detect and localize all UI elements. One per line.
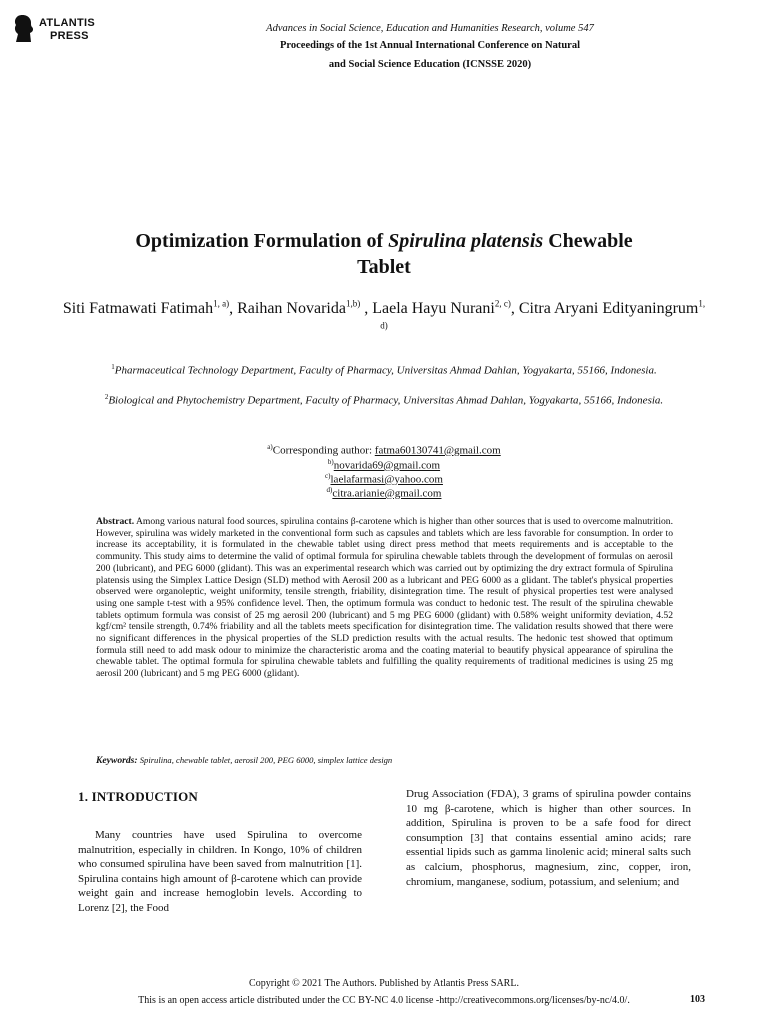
title-part-1: Optimization Formulation of bbox=[135, 230, 389, 252]
author-name: Siti Fatmawati Fatimah bbox=[62, 300, 214, 317]
logo-text-press: PRESS bbox=[50, 30, 89, 42]
page-number: 103 bbox=[690, 994, 705, 1005]
footer-copyright: Copyright © 2021 The Authors. Published by Atlantis Press SARL. bbox=[249, 978, 519, 989]
keywords-label: Keywords: bbox=[96, 755, 138, 766]
author-email-d bbox=[60, 483, 708, 501]
intro-left-column: Many countries have used Spirulina to overcome malnutrition, especially in children. In Kongo, 10% of children who consumed spirulina have been saved from malnutrition [1]. Spirulina contains high amount of β-carotene which can provide weight gain and increase hemoglobin levels. According to Lorenz [2], the Food bbox=[78, 829, 362, 914]
affiliation-marker: 1 bbox=[111, 363, 115, 371]
email-link[interactable]: fatma60130741@gmail.com bbox=[374, 444, 501, 457]
title-line-2: Tablet bbox=[357, 256, 411, 278]
abstract bbox=[96, 516, 673, 680]
email-link[interactable]: laelafarmasi@yahoo.com bbox=[330, 473, 443, 486]
author-affiliation-marker: 1, d) bbox=[380, 298, 706, 331]
email-marker: a) bbox=[267, 443, 273, 451]
email-link[interactable]: novarida69@gmail.com bbox=[333, 459, 441, 472]
author-name: Citra Aryani Edityaningrum bbox=[518, 300, 699, 317]
email-link[interactable]: citra.arianie@gmail.com bbox=[332, 487, 442, 500]
paper-title bbox=[60, 228, 708, 280]
email-marker: b) bbox=[327, 458, 334, 466]
author-list bbox=[60, 298, 708, 342]
author-separator: , bbox=[360, 300, 373, 317]
proceedings-line-1: Proceedings of the 1st Annual International Conference on Natural bbox=[279, 40, 581, 51]
author-affiliation-marker: 2, c) bbox=[494, 298, 511, 309]
corresponding-label: Corresponding author: bbox=[272, 444, 375, 457]
title-species: Spirulina platensis bbox=[388, 230, 544, 252]
abstract-text: Among various natural food sources, spirulina contains β-carotene which is higher than other sources that is used to overcome malnutrition. However, spirulina was widely marketed in the conventional form such as capsules and tablets which are less favorable for consumption. In order to increase its acceptability, it is formulated in the chewable tablet using direct press method that meets requirements and is acceptable to the community. This study aims to determine the valid of optimal formula for spirulina chewable tablets through the development of formulas on aerosil 200 (lubricant), and PEG 6000 (glidant). This was an experimental research which was carried out by optimizing the dry extract formula of Spirulina platensis using the Simplex Lattice Design (SLD) method with Aerosil 200 as a lubricant and PEG 6000 as a glidant. The tablet's physical properties observed were organoleptic, weight uniformity, tensile strength, friability, disintegration time. The result of physical properties test were analysed using one sample t-test with a 95% confidence level. Then, the optimum formula was conduct to hedonic test. The result of the spirulina chewable tablets optimum formula was consist of 25 mg aerosil 200 (lubricant) and 5 mg PEG 6000 (glidant) with 0.58% weight uniformity deviation, 4.52 kgf/cm² tensile strength, 0.74% friability and all the tablets meets specification for disintegration time. The validation results showed that there were no significant differences in the physical properties of the SLD prediction results with the actual results. The hedonic test showed that optimum formula still need to add mask odour to minimize the characteristic aroma and the coating material to beautify physical appearance of spirulina the chewable tablet. The optimal formula for spirulina chewable tablets and fulfilling the quality requirements of traditional medicines is using 25 mg aerosil 200 (lubricant) and 5 mg PEG 6000 (glidant). bbox=[96, 516, 673, 680]
publisher-logo bbox=[12, 14, 122, 44]
author-separator: , bbox=[229, 300, 238, 317]
proceedings-line-2: and Social Science Education (ICNSSE 2020) bbox=[328, 59, 532, 70]
author-affiliation-marker: 1, a) bbox=[213, 298, 230, 309]
affiliation-marker: 2 bbox=[104, 393, 109, 401]
email-marker: d) bbox=[326, 486, 333, 494]
author-name: Raihan Novarida bbox=[237, 300, 346, 317]
affiliation-text: Biological and Phytochemistry Department, Faculty of Pharmacy, Universitas Ahmad Dahlan, Yogyakarta, 55166, Indonesia. bbox=[108, 394, 664, 407]
affiliation-2 bbox=[60, 391, 708, 408]
atlantis-logo-icon bbox=[12, 14, 36, 44]
abstract-label: Abstract. bbox=[96, 516, 135, 527]
keywords-text: Spirulina, chewable tablet, aerosil 200, PEG 6000, simplex lattice design bbox=[137, 755, 393, 765]
email-marker: c) bbox=[325, 472, 331, 480]
section-heading-introduction: 1. INTRODUCTION bbox=[78, 789, 199, 804]
keywords bbox=[96, 754, 673, 767]
title-part-2: Chewable bbox=[543, 230, 633, 252]
affiliation-text: Pharmaceutical Technology Department, Faculty of Pharmacy, Universitas Ahmad Dahlan, Yogyakarta, 55166, Indonesia. bbox=[114, 364, 657, 377]
logo-text-atlantis: ATLANTIS bbox=[39, 17, 95, 29]
author-affiliation-marker: 1,b) bbox=[345, 298, 361, 309]
affiliation-1 bbox=[60, 361, 708, 378]
footer-license: This is an open access article distributed under the CC BY-NC 4.0 license -http://creativecommons.org/licenses/by-nc/4.0/. bbox=[138, 995, 630, 1006]
author-name: Laela Hayu Nurani bbox=[372, 300, 495, 317]
intro-right-column: Drug Association (FDA), 3 grams of spirulina powder contains 10 mg β-carotene, which is higher than other sources. In addition, Spirulina is proven to be a safe food for direct consumption [3] that contains essential amino acids; rare essential lipids such as gamma linolenic acid; mineral salts such as calcium, phosphorus, magnesium, zinc, copper, iron, chromium, manganese, sodium, potassium, and selenium; and bbox=[406, 788, 691, 888]
journal-name: Advances in Social Science, Education and Humanities Research, volume 547 bbox=[266, 23, 594, 34]
author-separator: , bbox=[510, 300, 519, 317]
